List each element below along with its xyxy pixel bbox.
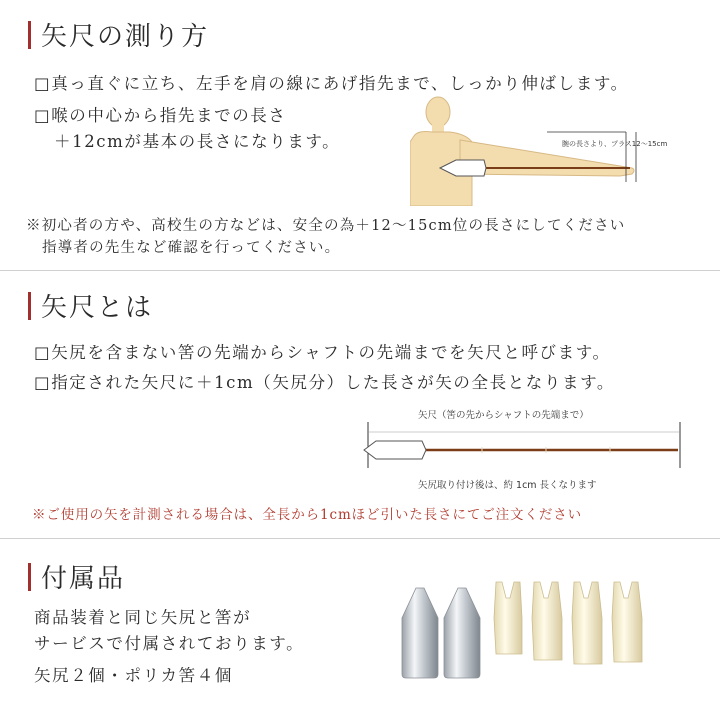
nock-icon <box>494 582 522 654</box>
measure-instruction-1: □真っ直ぐに立ち、左手を肩の線にあげ指先まで、しっかり伸ばします。 <box>34 74 629 93</box>
accessory-desc-2: サービスで付属されております。 <box>34 634 305 653</box>
title-accent-bar <box>28 292 31 320</box>
arrow-fletching <box>364 441 426 459</box>
person-silhouette <box>410 97 634 206</box>
accessory-photo <box>396 578 696 688</box>
arrow-point-icon <box>402 588 438 678</box>
section-title-accessories <box>28 558 125 595</box>
section-title-text: 矢尺とは <box>41 293 154 323</box>
yajaku-definition-2: □指定された矢尺に＋1cm（矢尻分）した長さが矢の全長となります。 <box>34 373 615 392</box>
section-title-text: 矢尺の測り方 <box>41 22 210 52</box>
arrow-length-diagram <box>360 402 690 494</box>
measure-instruction-3: ＋12cmが基本の長さになります。 <box>54 132 341 151</box>
beginner-note-2: 指導者の先生など確認を行ってください。 <box>42 240 341 256</box>
nock-icon <box>532 582 562 660</box>
measurement-caution-note: ※ご使用の矢を計測される場合は、全長から1cmほど引いた長さにてご注文ください <box>32 507 583 523</box>
title-accent-bar <box>28 21 31 49</box>
section-divider <box>0 270 720 271</box>
section-title-measure <box>28 16 209 53</box>
yajaku-definition-1: □矢尻を含まない筈の先端からシャフトの先端までを矢尺と呼びます。 <box>34 343 611 362</box>
nock-icon <box>572 582 602 664</box>
point-note-label: 矢尻取り付け後は、約 1cm 長くなります <box>418 480 597 491</box>
yajaku-diagram-label: 矢尺（筈の先からシャフトの先端まで） <box>418 410 589 421</box>
arrow-point-icon <box>444 588 480 678</box>
section-divider <box>0 538 720 539</box>
title-accent-bar <box>28 563 31 591</box>
nock-icon <box>612 582 642 662</box>
accessory-desc-1: 商品装着と同じ矢尻と筈が <box>34 608 252 627</box>
arm-measure-illustration <box>410 96 690 206</box>
beginner-note-1: ※初心者の方や、高校生の方などは、安全の為＋12～15cm位の長さにしてください <box>26 218 626 234</box>
arm-length-label: 腕の長さより、プラス12～15cm <box>562 140 668 148</box>
section-title-text: 付属品 <box>41 564 126 594</box>
accessory-count: 矢尻２個・ポリカ筈４個 <box>34 666 233 685</box>
measure-instruction-2: □喉の中心から指先までの長さ <box>34 106 287 125</box>
section-title-yajaku <box>28 287 153 324</box>
